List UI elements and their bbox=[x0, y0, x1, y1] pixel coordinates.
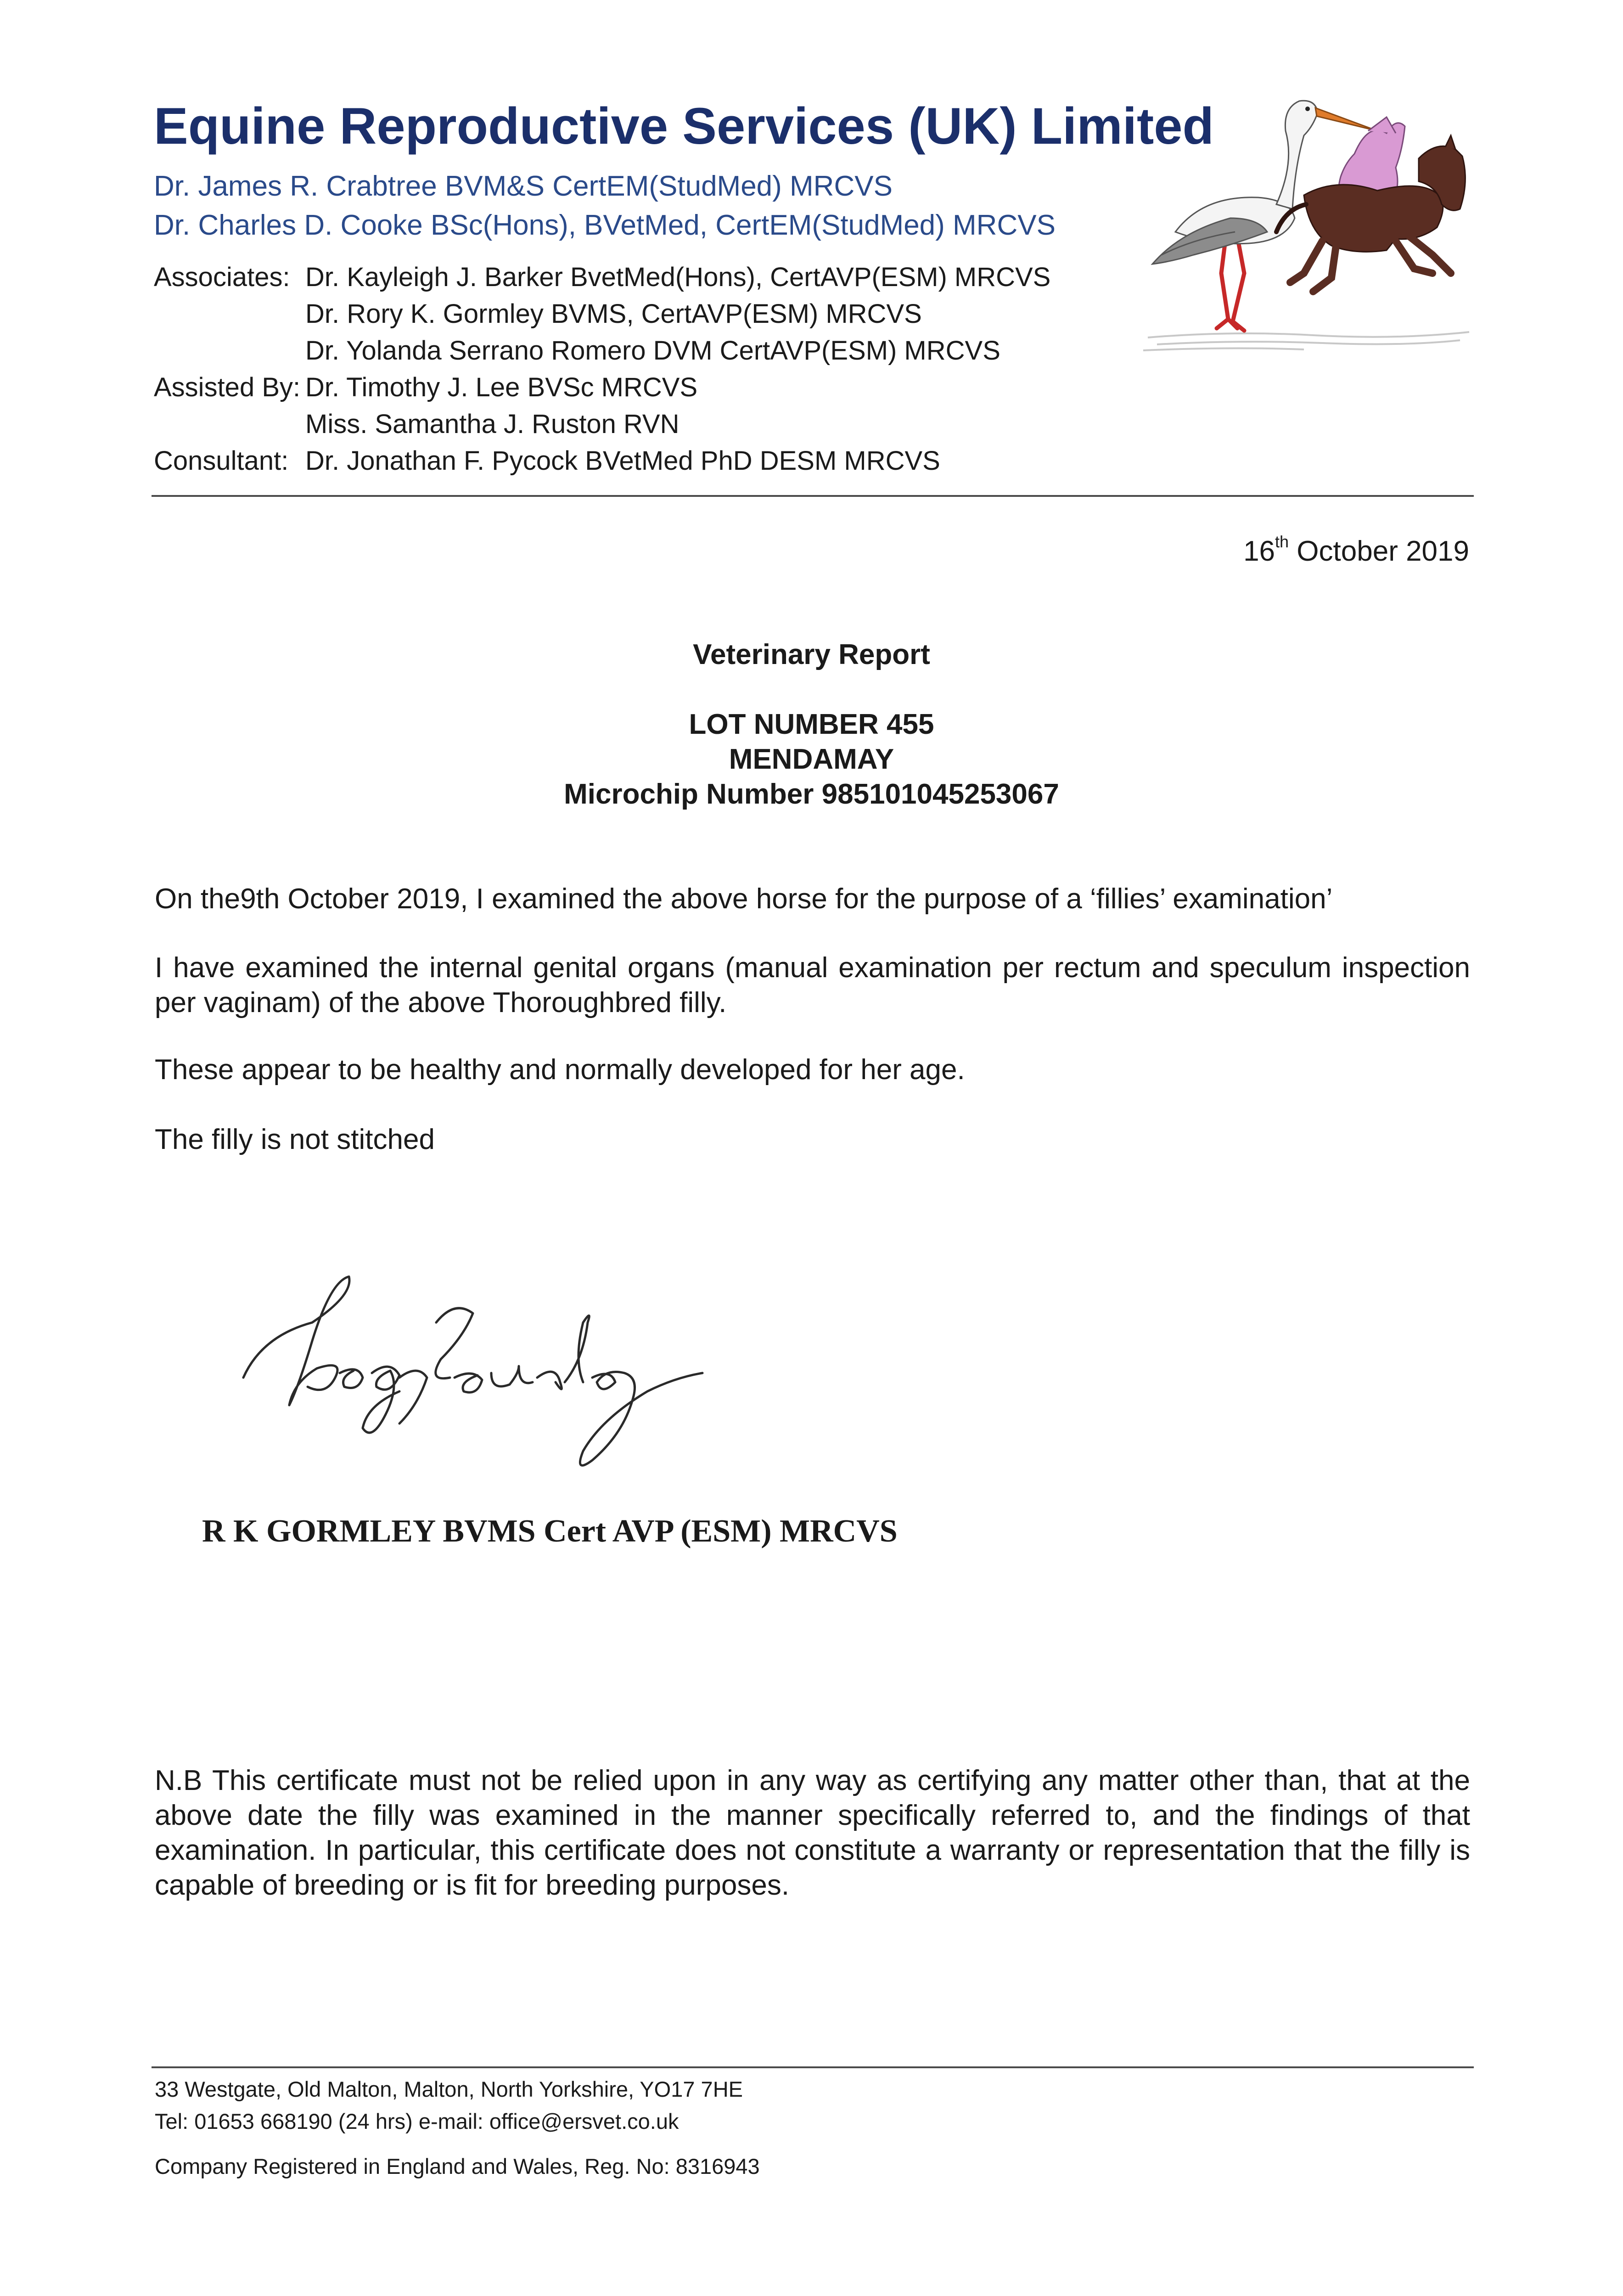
body-paragraph: I have examined the internal genital organs (manual examination per rectum and speculum inspection per vaginam) of the above Thoroughbred filly. bbox=[155, 952, 1470, 1019]
date-suffix: th bbox=[1275, 532, 1289, 551]
signatory-name: R K GORMLEY BVMS Cert AVP (ESM) MRCVS bbox=[202, 1514, 898, 1549]
disclaimer: N.B This certificate must not be relied upon in any way as certifying any matter other than, that at the above date the filly was examined in the manner specifically referred to, and the findings of that examination. In particular, this certificate does not constitute a warranty or representation that the filly is capable of breeding or is fit for breeding purposes. bbox=[155, 1765, 1470, 1901]
report-title: Veterinary Report bbox=[693, 639, 930, 670]
footer-contact: Tel: 01653 668190 (24 hrs) e-mail: office@ersvet.co.uk bbox=[155, 2109, 679, 2133]
footer-divider bbox=[152, 2066, 1474, 2068]
partner-line: Dr. Charles D. Cooke BSc(Hons), BVetMed, CertEM(StudMed) MRCVS bbox=[154, 209, 1056, 241]
staff-name: Dr. Jonathan F. Pycock BVetMed PhD DESM MRCVS bbox=[305, 446, 940, 476]
staff-name: Miss. Samantha J. Ruston RVN bbox=[305, 409, 680, 439]
body-paragraph: The filly is not stitched bbox=[155, 1124, 435, 1155]
date-rest: October 2019 bbox=[1297, 535, 1469, 567]
staff-row bbox=[154, 262, 1050, 293]
staff-role: Associates: bbox=[154, 262, 290, 292]
staff-role: Consultant: bbox=[154, 446, 289, 476]
footer-registration: Company Registered in England and Wales, Reg. No: 8316943 bbox=[155, 2154, 760, 2178]
body-paragraph: On the9th October 2019, I examined the above horse for the purpose of a ‘fillies’ examination’ bbox=[155, 883, 1333, 915]
staff-row bbox=[154, 372, 697, 403]
staff-name: Dr. Rory K. Gormley BVMS, CertAVP(ESM) MRCVS bbox=[305, 299, 922, 329]
report-date bbox=[1243, 532, 1469, 568]
date-day: 16 bbox=[1243, 535, 1275, 567]
footer-address: 33 Westgate, Old Malton, Malton, North Yorkshire, YO17 7HE bbox=[155, 2077, 743, 2101]
microchip-number: Microchip Number 985101045253067 bbox=[564, 778, 1059, 810]
horse-name: MENDAMAY bbox=[729, 743, 894, 775]
staff-row bbox=[154, 298, 922, 329]
staff-row bbox=[154, 445, 940, 476]
partner-line: Dr. James R. Crabtree BVM&S CertEM(StudMed) MRCVS bbox=[154, 170, 893, 202]
lot-number: LOT NUMBER 455 bbox=[689, 709, 934, 740]
staff-row bbox=[154, 335, 1000, 366]
handwritten-signature bbox=[234, 1267, 712, 1483]
body-paragraph: These appear to be healthy and normally developed for her age. bbox=[155, 1054, 965, 1086]
staff-row bbox=[154, 409, 679, 439]
company-name: Equine Reproductive Services (UK) Limited bbox=[154, 97, 1214, 155]
staff-name: Dr. Yolanda Serrano Romero DVM CertAVP(ESM) MRCVS bbox=[305, 336, 1000, 366]
staff-name: Dr. Kayleigh J. Barker BvetMed(Hons), CertAVP(ESM) MRCVS bbox=[305, 262, 1051, 292]
staff-name: Dr. Timothy J. Lee BVSc MRCVS bbox=[305, 372, 698, 402]
stork-carrying-foal-logo bbox=[1139, 80, 1478, 356]
header-divider bbox=[152, 495, 1474, 497]
staff-role: Assisted By: bbox=[154, 372, 301, 402]
